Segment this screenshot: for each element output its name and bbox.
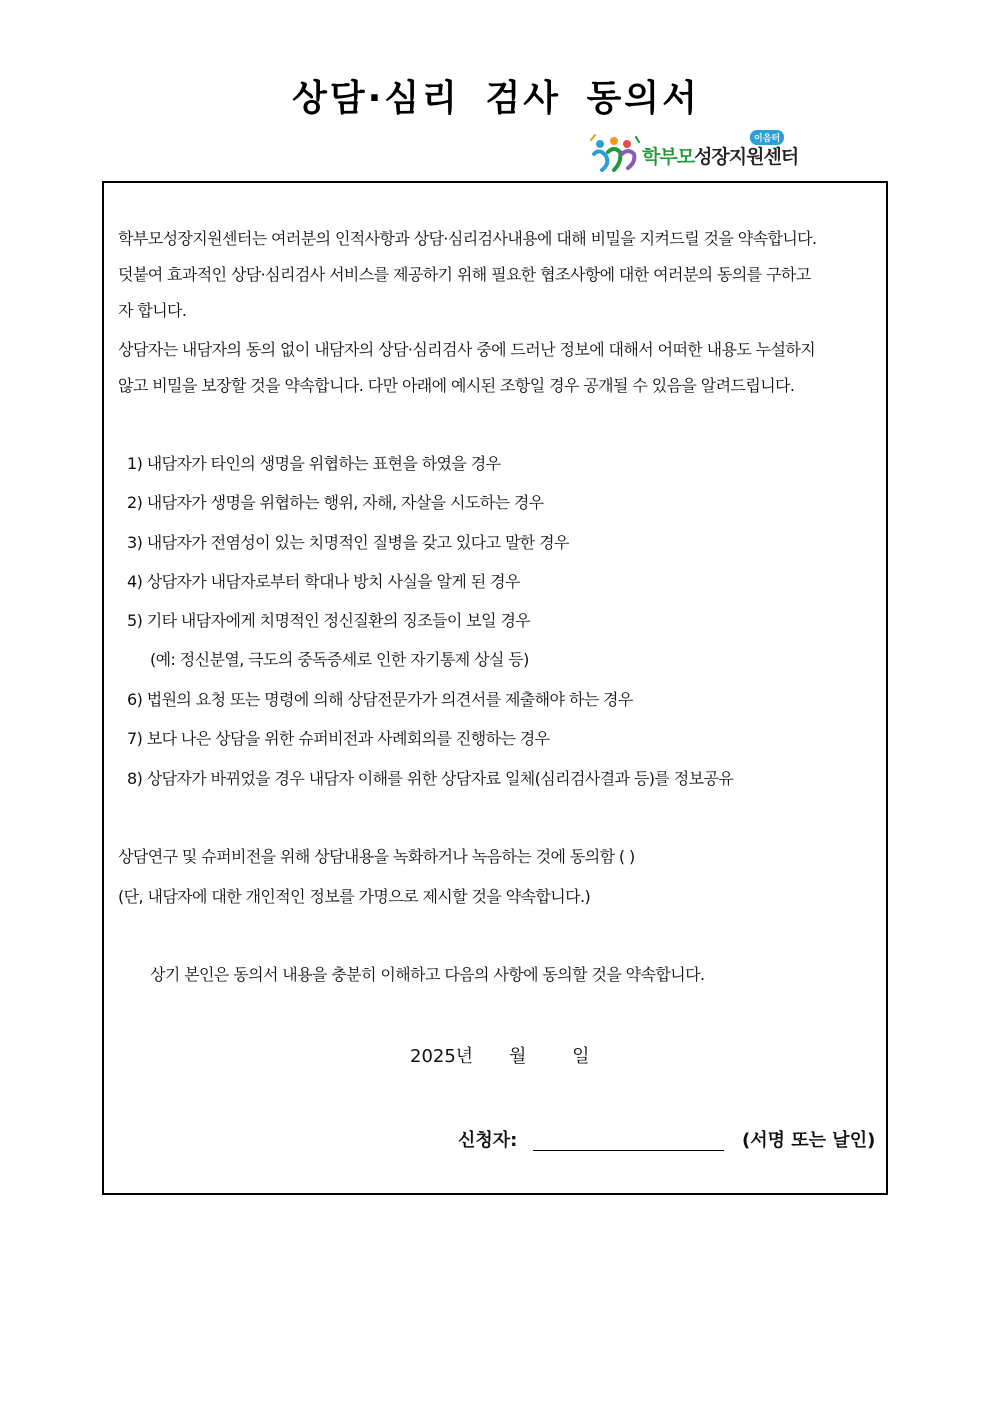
intro-line-4: 상담자는 내담자의 동의 없이 내담자의 상담·심리검사 중에 드러난 정보에 대해서 어떠한 내용도 누설하지 — [118, 340, 816, 359]
date-year: 2025년 — [410, 1046, 474, 1067]
condition-item-6: 6) 법원의 요청 또는 명령에 의해 상담전문가가 의견서를 제출해야 하는 경우 — [127, 690, 633, 709]
recording-note: (단, 내담자에 대한 개인적인 정보를 가명으로 제시할 것을 약속합니다.) — [118, 887, 591, 906]
center-logo — [590, 130, 810, 174]
intro-line-2: 덧붙여 효과적인 상담·심리검사 서비스를 제공하기 위해 필요한 협조사항에 대한 여러분의 동의를 구하고 — [118, 265, 811, 284]
intro-line-5: 않고 비밀을 보장할 것을 약속합니다. 다만 아래에 예시된 조항일 경우 공개될 수 있음을 알려드립니다. — [118, 376, 795, 395]
condition-item-7: 7) 보다 나은 상담을 위한 슈퍼비전과 사례회의를 진행하는 경우 — [127, 729, 550, 748]
logo-text-part1: 학부모 — [642, 146, 695, 168]
condition-item-5-example: (예: 정신분열, 극도의 중독증세로 인한 자기통제 상실 등) — [150, 650, 529, 669]
applicant-label: 신청자: — [458, 1130, 518, 1151]
date-month: 월 — [508, 1046, 527, 1067]
family-logo-icon — [590, 132, 640, 172]
agreement-statement: 상기 본인은 동의서 내용을 충분히 이해하고 다음의 사항에 동의할 것을 약속합니다. — [150, 965, 705, 984]
logo-text — [642, 142, 798, 169]
recording-consent: 상담연구 및 슈퍼비전을 위해 상담내용을 녹화하거나 녹음하는 것에 동의함 ( ) — [118, 847, 635, 866]
condition-item-1: 1) 내담자가 타인의 생명을 위협하는 표현을 하였을 경우 — [127, 454, 501, 473]
logo-text-part2: 성장지원센터 — [694, 146, 799, 168]
logo-badge: 이음터 — [750, 130, 784, 145]
condition-item-4: 4) 상담자가 내담자로부터 학대나 방치 사실을 알게 된 경우 — [127, 572, 520, 591]
intro-line-3: 자 합니다. — [118, 301, 187, 320]
date-day: 일 — [572, 1046, 590, 1067]
condition-item-8: 8) 상담자가 바뀌었을 경우 내담자 이해를 위한 상담자료 일체(심리검사결과 등)를 정보공유 — [127, 769, 734, 788]
signature-note: (서명 또는 날인) — [742, 1130, 876, 1151]
signature-line[interactable] — [533, 1150, 724, 1151]
page-title: 상담·심리 검사 동의서 — [292, 78, 700, 119]
condition-item-2: 2) 내담자가 생명을 위협하는 행위, 자해, 자살을 시도하는 경우 — [127, 493, 544, 512]
condition-item-3: 3) 내담자가 전염성이 있는 치명적인 질병을 갖고 있다고 말한 경우 — [127, 533, 569, 552]
intro-line-1: 학부모성장지원센터는 여러분의 인적사항과 상담·심리검사내용에 대해 비밀을 지켜드릴 것을 약속합니다. — [118, 229, 817, 248]
condition-item-5: 5) 기타 내담자에게 치명적인 정신질환의 징조들이 보일 경우 — [127, 611, 531, 630]
date-row — [410, 1042, 589, 1068]
